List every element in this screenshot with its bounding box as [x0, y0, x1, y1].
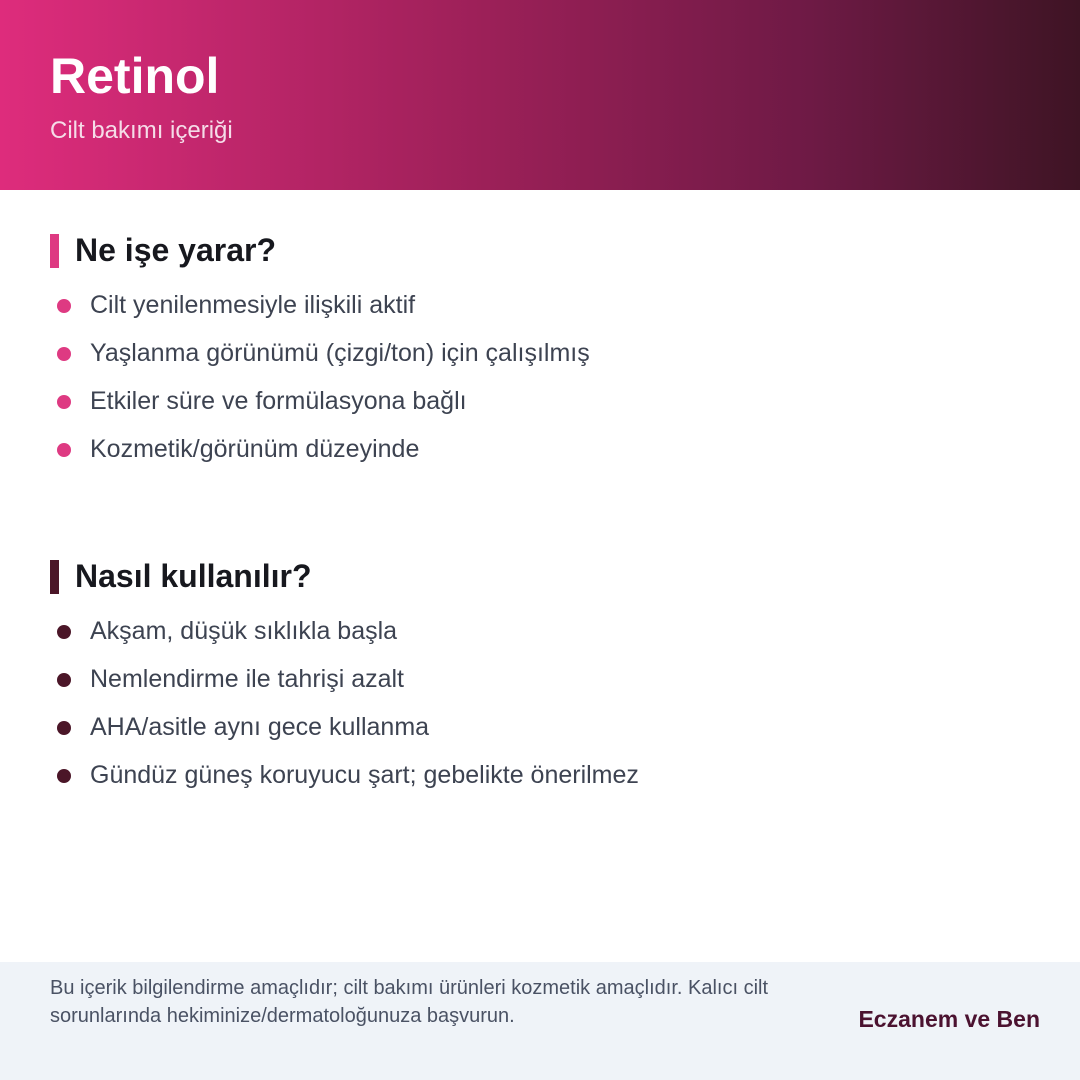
- list-item-text: Yaşlanma görünümü (çizgi/ton) için çalışılmış: [90, 339, 590, 367]
- list-item: [50, 751, 1030, 799]
- section-heading: [50, 556, 1030, 596]
- header-banner: [0, 0, 1080, 190]
- bullet-dot-icon: [57, 299, 71, 313]
- bullet-dot-icon: [57, 395, 71, 409]
- section-benefits: [50, 230, 1030, 473]
- disclaimer-text: Bu içerik bilgilendirme amaçlıdır; cilt bakımı ürünleri kozmetik amaçlıdır. Kalıcı cilt sorunlarında hekiminize/dermatoloğunuza başvurun.: [50, 977, 769, 1027]
- section-heading-label: Ne işe yarar?: [75, 232, 277, 268]
- bullet-dot-icon: [57, 769, 71, 783]
- section-heading: [50, 230, 1030, 270]
- list-item: [50, 281, 1030, 329]
- list-item-text: Nemlendirme ile tahrişi azalt: [90, 665, 405, 693]
- benefits-list: [50, 281, 1030, 473]
- bullet-dot-icon: [57, 673, 71, 687]
- bullet-dot-icon: [57, 721, 71, 735]
- list-item: [50, 655, 1030, 703]
- heading-accent-bar: [50, 560, 59, 594]
- footer: [0, 962, 1080, 1080]
- list-item: [50, 425, 1030, 473]
- heading-accent-bar: [50, 234, 59, 268]
- list-item-text: Cilt yenilenmesiyle ilişkili aktif: [90, 291, 416, 319]
- list-item-text: AHA/asitle aynı gece kullanma: [90, 713, 430, 741]
- page-title: Retinol: [50, 48, 220, 104]
- list-item-text: Akşam, düşük sıklıkla başla: [90, 617, 398, 645]
- list-item: [50, 607, 1030, 655]
- page-subtitle: Cilt bakımı içeriği: [50, 117, 233, 144]
- list-item: [50, 703, 1030, 751]
- usage-list: [50, 607, 1030, 799]
- list-item-text: Gündüz güneş koruyucu şart; gebelikte önerilmez: [90, 761, 639, 789]
- list-item: [50, 377, 1030, 425]
- list-item-text: Etkiler süre ve formülasyona bağlı: [90, 387, 467, 415]
- bullet-dot-icon: [57, 443, 71, 457]
- section-usage: [50, 556, 1030, 799]
- list-item-text: Kozmetik/görünüm düzeyinde: [90, 435, 420, 463]
- list-item: [50, 329, 1030, 377]
- bullet-dot-icon: [57, 347, 71, 361]
- section-heading-label: Nasıl kullanılır?: [75, 558, 312, 594]
- brand-name: Eczanem ve Ben: [858, 1006, 1040, 1032]
- bullet-dot-icon: [57, 625, 71, 639]
